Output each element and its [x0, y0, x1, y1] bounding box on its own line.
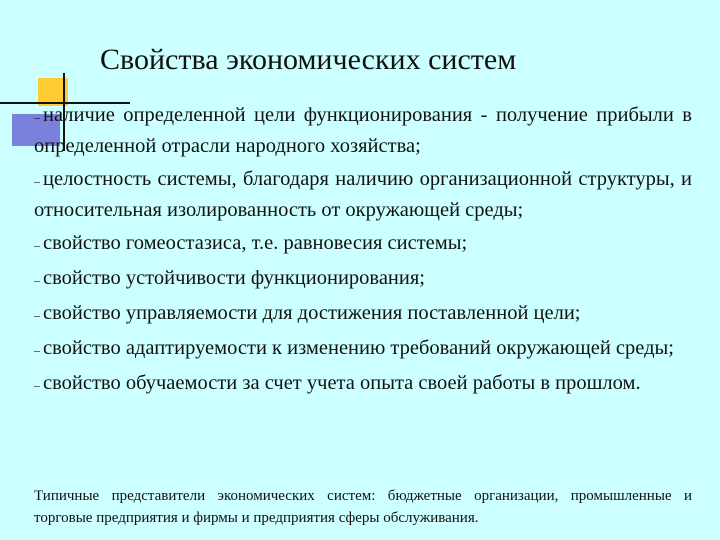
- dash-bullet: –: [34, 110, 40, 124]
- item-text: целостность системы, благодаря наличию организационной структуры, и относительная изолированность от окружающей среды;: [34, 168, 692, 221]
- list-item: [34, 165, 692, 225]
- item-text: свойство адаптируемости к изменению требований окружающей среды;: [43, 337, 675, 359]
- dash-bullet: –: [34, 378, 40, 392]
- dash-bullet: –: [34, 174, 40, 188]
- dash-bullet: –: [34, 273, 40, 287]
- list-item: [34, 101, 692, 161]
- dash-bullet: –: [34, 238, 40, 252]
- dash-bullet: –: [34, 308, 40, 322]
- list-item: [34, 334, 692, 365]
- item-text: наличие определенной цели функционирования - получение прибыли в определенной отрасли народного хозяйства;: [34, 104, 692, 157]
- slide-title: Свойства экономических систем: [100, 43, 517, 76]
- list-item: [34, 229, 692, 260]
- item-text: свойство гомеостазиса, т.е. равновесия системы;: [43, 232, 468, 254]
- item-text: свойство устойчивости функционирования;: [43, 267, 425, 289]
- bullet-list: [34, 101, 692, 404]
- dash-bullet: –: [34, 343, 40, 357]
- footer-note: Типичные представители экономических систем: бюджетные организации, промышленные и торговые предприятия и фирмы и предприятия сферы обслуживания.: [34, 488, 692, 526]
- list-item: [34, 264, 692, 295]
- list-item: [34, 299, 692, 330]
- item-text: свойство управляемости для достижения поставленной цели;: [43, 302, 581, 324]
- item-text: свойство обучаемости за счет учета опыта своей работы в прошлом.: [43, 372, 641, 394]
- list-item: [34, 369, 692, 400]
